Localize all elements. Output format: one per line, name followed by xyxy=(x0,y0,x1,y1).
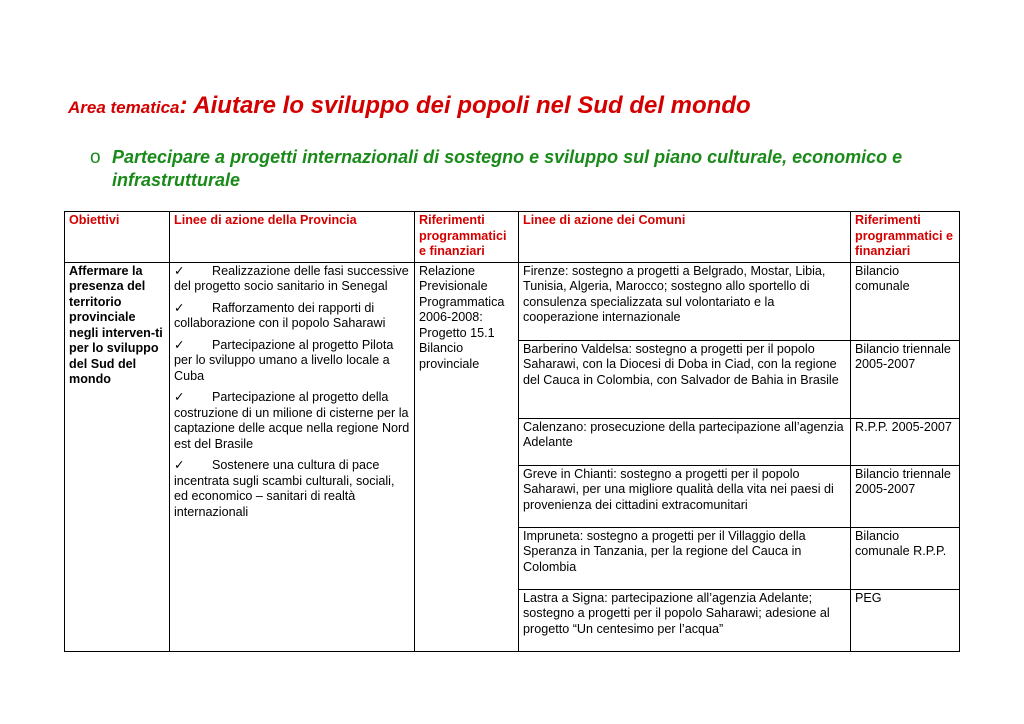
comune-azione-cell: Impruneta: sostegno a progetti per il Villaggio della Speranza in Tanzania, per la regione del Cauca in Colombia xyxy=(519,527,851,589)
subtitle xyxy=(90,146,970,192)
provincia-riferimenti-cell: Relazione Previsionale Programmatica 2006-2008: Progetto 15.1 Bilancio provinciale xyxy=(415,262,519,651)
header-obiettivi: Obiettivi xyxy=(65,212,170,263)
title-prefix: Area tematica xyxy=(68,98,180,117)
comune-azione-cell: Firenze: sostegno a progetti a Belgrado, Mostar, Libia, Tunisia, Algeria, Marocco; sostegno allo sportello di consulenza specializzata sul volontariato e la cooperazione internazionale xyxy=(519,262,851,340)
header-riferimenti-comuni: Riferimenti programmatici e finanziari xyxy=(851,212,960,263)
comune-azione-cell: Lastra a Signa: partecipazione all’agenzia Adelante; sostegno a progetti per il popolo Saharawi; adesione al progetto “Un centesimo per l’acqua” xyxy=(519,589,851,651)
comune-riferimenti-cell: Bilancio comunale R.P.P. xyxy=(851,527,960,589)
title-colon: : xyxy=(179,92,188,119)
checkmark-icon: ✓ xyxy=(174,390,185,404)
checkmark-icon: ✓ xyxy=(174,458,185,472)
comune-riferimenti-cell: Bilancio triennale 2005-2007 xyxy=(851,465,960,527)
checkmark-icon: ✓ xyxy=(174,337,185,352)
table-row xyxy=(65,262,960,340)
provincia-action-text: Sostenere una cultura di pace incentrata sugli scambi culturali, sociali, ed economico – sanitari di realtà internazionali xyxy=(174,458,395,519)
title-main: Aiutare lo sviluppo dei popoli nel Sud del mondo xyxy=(187,92,751,119)
provincia-actions-cell xyxy=(170,262,415,651)
actions-table xyxy=(64,211,960,652)
subtitle-text: Partecipare a progetti internazionali di sostegno e sviluppo sul piano culturale, economico e infrastrutturale xyxy=(112,147,903,190)
provincia-action-text: Partecipazione al progetto Pilota per lo sviluppo umano a livello locale a Cuba xyxy=(174,337,394,383)
comune-riferimenti-cell: R.P.P. 2005-2007 xyxy=(851,418,960,465)
comune-riferimenti-cell: Bilancio comunale xyxy=(851,262,960,340)
checkmark-icon: ✓ xyxy=(174,263,185,278)
provincia-action xyxy=(174,301,410,332)
page-title xyxy=(68,84,751,121)
table-header-row xyxy=(65,212,960,263)
provincia-action xyxy=(174,338,410,385)
comune-azione-cell: Barberino Valdelsa: sostegno a progetti per il popolo Saharawi, con la Diocesi di Doba in Ciad, con la regione del Cauca in Colombia, con Salvador de Bahia in Brasile xyxy=(519,340,851,418)
bullet-icon: o xyxy=(90,147,101,168)
comune-riferimenti-cell: PEG xyxy=(851,589,960,651)
objective-cell: Affermare la presenza del territorio provinciale negli interven-ti per lo sviluppo del Sud del mondo xyxy=(65,262,170,651)
provincia-action-text: Partecipazione al progetto della costruzione di un milione di cisterne per la captazione delle acque nella regione Nord est del Brasile xyxy=(174,390,410,451)
header-linee-comuni: Linee di azione dei Comuni xyxy=(519,212,851,263)
comune-azione-cell: Calenzano: prosecuzione della partecipazione all’agenzia Adelante xyxy=(519,418,851,465)
provincia-action-text: Rafforzamento dei rapporti di collaborazione con il popolo Saharawi xyxy=(174,300,386,330)
header-riferimenti-provincia: Riferimenti programmatici e finanziari xyxy=(415,212,519,263)
checkmark-icon: ✓ xyxy=(174,300,185,315)
comune-riferimenti-cell: Bilancio triennale 2005-2007 xyxy=(851,340,960,418)
provincia-action-text: Realizzazione delle fasi successive del progetto socio sanitario in Senegal xyxy=(174,263,409,293)
comune-azione-cell: Greve in Chianti: sostegno a progetti per il popolo Saharawi, per una migliore qualità della vita nei paesi di provenienza dei cittadini extracomunitari xyxy=(519,465,851,527)
provincia-action xyxy=(174,264,410,295)
provincia-action xyxy=(174,390,410,452)
header-linee-provincia: Linee di azione della Provincia xyxy=(170,212,415,263)
provincia-action xyxy=(174,458,410,520)
